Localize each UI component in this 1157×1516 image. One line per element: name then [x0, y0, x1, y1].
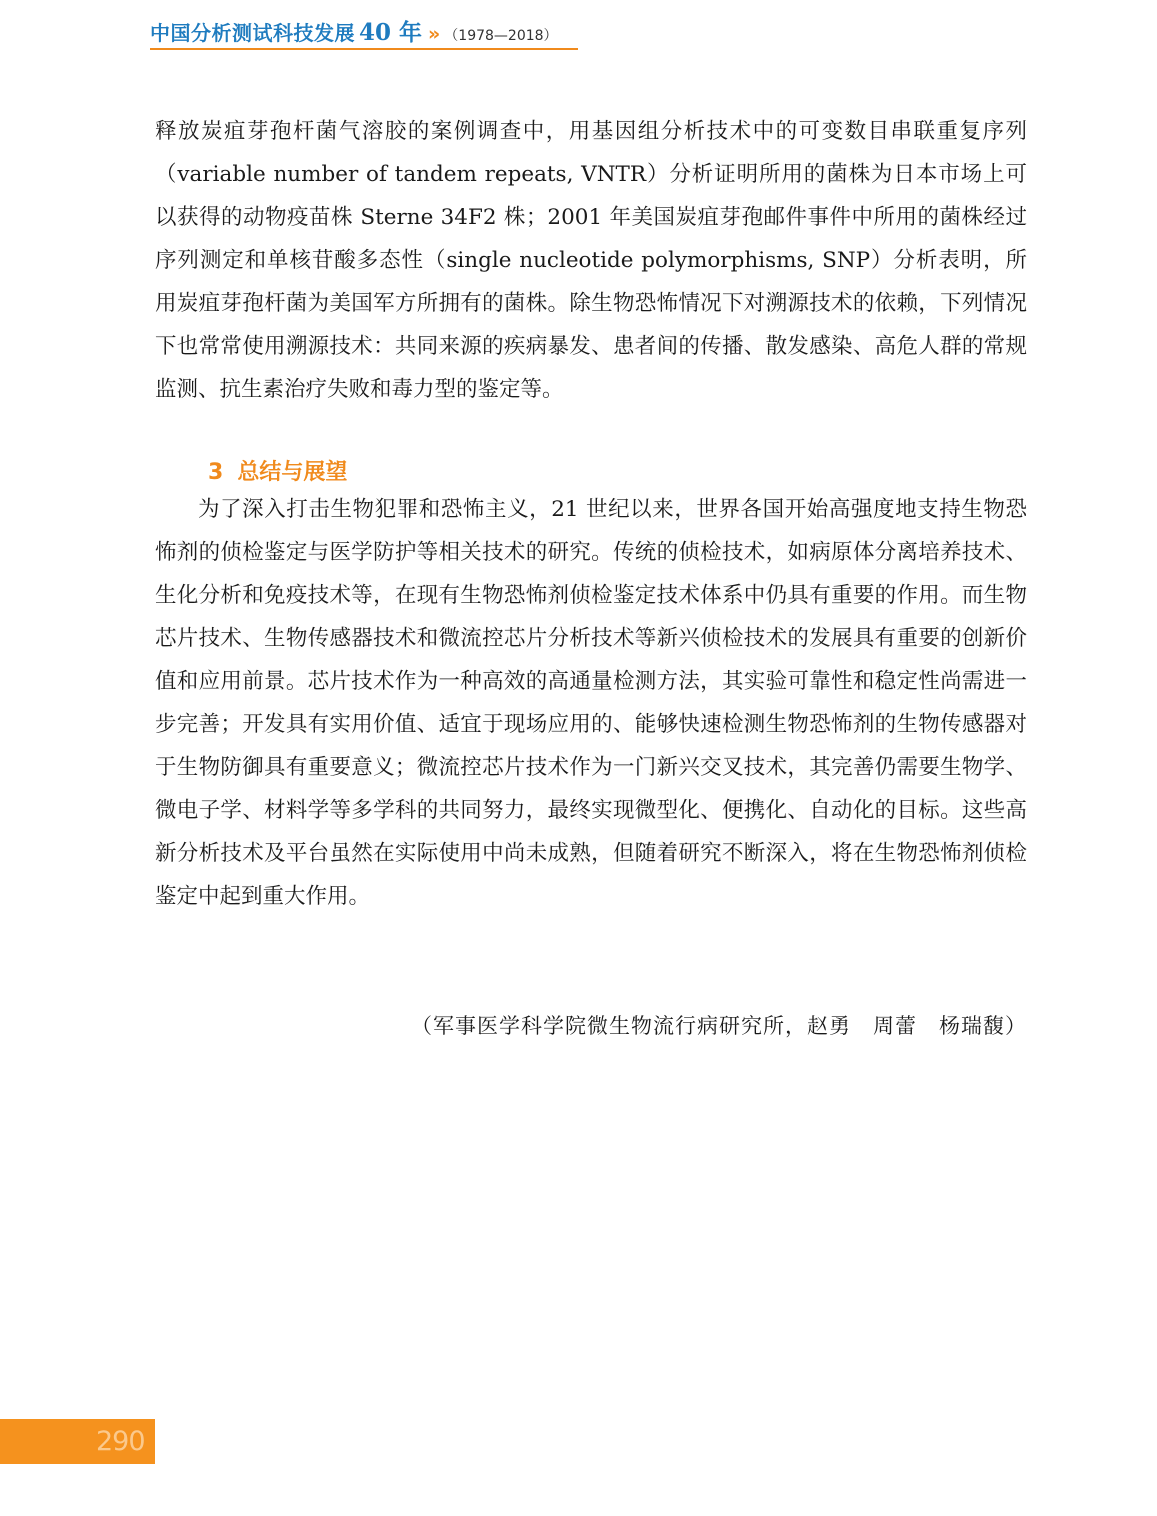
page-number: 290 [96, 1426, 145, 1457]
book-title-number: 40 年 [359, 19, 423, 46]
section-heading [208, 455, 347, 491]
paragraph-summary: 为了深入打击生物犯罪和恐怖主义，21 世纪以来，世界各国开始高强度地支持生物恐怖剂的侦检鉴定与医学防护等相关技术的研究。传统的侦检技术，如病原体分离培养技术、生化分析和免疫技术等，在现有生物恐怖剂侦检鉴定技术体系中仍具有重要的作用。而生物芯片技术、生物传感器技术和微流控芯片分析技术等新兴侦检技术的发展具有重要的创新价值和应用前景。芯片技术作为一种高效的高通量检测方法，其实验可靠性和稳定性尚需进一步完善；开发具有实用价值、适宜于现场应用的、能够快速检测生物恐怖剂的生物传感器对于生物防御具有重要意义；微流控芯片技术作为一门新兴交叉技术，其完善仍需要生物学、微电子学、材料学等多学科的共同努力，最终实现微型化、便携化、自动化的目标。这些高新分析技术及平台虽然在实际使用中尚未成熟，但随着研究不断深入，将在生物恐怖剂侦检鉴定中起到重大作用。 [155, 497, 1027, 909]
year-range: （1978—2018） [444, 28, 558, 44]
book-title: 中国分析测试科技发展 [150, 21, 355, 45]
header-divider [150, 48, 578, 50]
running-header [150, 14, 558, 48]
section-number: 3 [208, 460, 224, 485]
paragraph-traceability: 释放炭疽芽孢杆菌气溶胶的案例调查中，用基因组分析技术中的可变数目串联重复序列（variable number of tandem repeats, VNTR）分析证明所用的菌株为日本市场上可以获得的动物疫苗株 Sterne 34F2 株；2001 年美国炭疽芽孢邮件事件中所用的菌株经过序列测定和单核苷酸多态性（single nucleotide polymorphisms, SNP）分析表明，所用炭疽芽孢杆菌为美国军方所拥有的菌株。除生物恐怖情况下对溯源技术的依赖，下列情况下也常常使用溯源技术：共同来源的疾病暴发、患者间的传播、散发感染、高危人群的常规监测、抗生素治疗失败和毒力型的鉴定等。 [155, 119, 1027, 402]
double-chevron-icon: » [428, 23, 441, 45]
author-attribution: （军事医学科学院微生物流行病研究所，赵勇 周蕾 杨瑞馥） [411, 1014, 1027, 1038]
section-title: 总结与展望 [237, 460, 348, 485]
